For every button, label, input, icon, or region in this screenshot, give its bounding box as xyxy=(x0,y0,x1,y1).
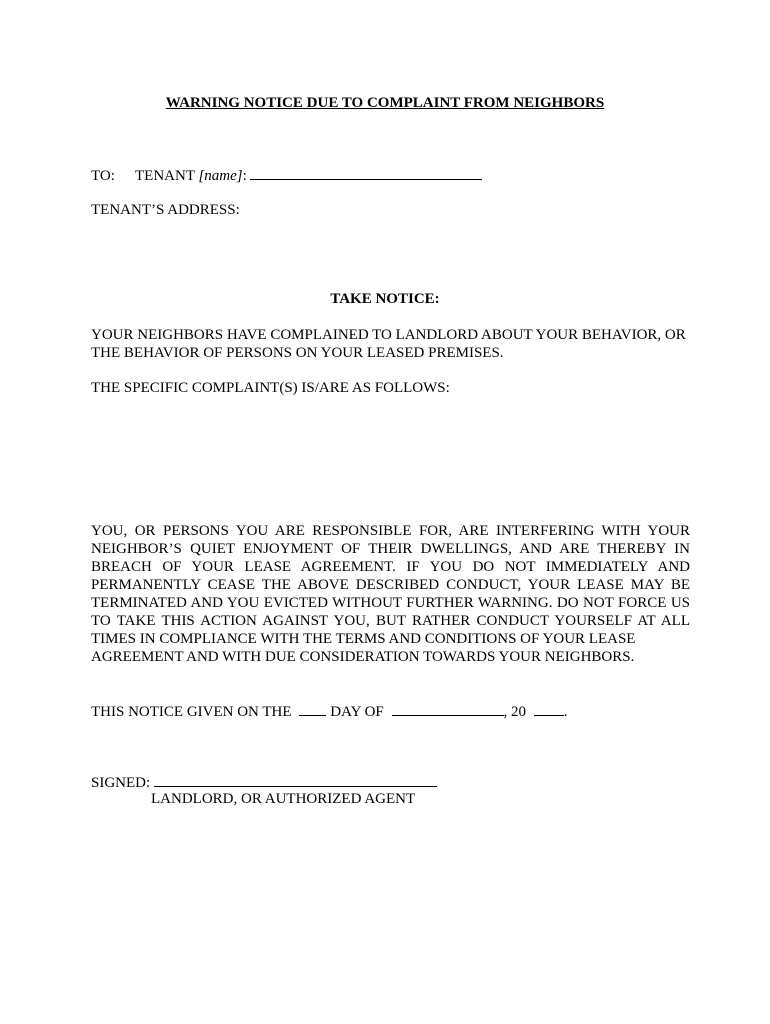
tenant-name-hint: [name] xyxy=(198,168,243,184)
warning-paragraph-body: YOU, OR PERSONS YOU ARE RESPONSIBLE FOR, ARE INTERFERING WITH YOUR NEIGHBOR’S QUIET ENJOYMENT OF THEIR DWELLINGS, AND ARE THEREBY IN BREACH OF YOUR LEASE AGREEMENT. IF YOU DO NOT IMMEDIATELY AND PERMANENTLY CEASE THE ABOVE DESCRIBED CONDUCT, YOUR LEASE MAY BE TERMINATED AND YOU EVICTED WITHOUT FURTHER WARNING. DO NOT FORCE US TO TAKE THIS ACTION AGAINST YOU, BUT RATHER CONDUCT YOURSELF AT ALL TIMES IN COMPLIANCE WITH THE TERMS AND CONDITIONS OF YOUR LEASE xyxy=(91,523,690,647)
signature-blank[interactable] xyxy=(154,772,437,787)
month-blank[interactable] xyxy=(392,701,504,716)
year-prefix: , 20 xyxy=(503,704,527,720)
signed-label: SIGNED: xyxy=(91,775,151,791)
tenant-colon: : xyxy=(242,168,247,184)
day-blank[interactable] xyxy=(299,701,326,716)
given-prefix: THIS NOTICE GIVEN ON THE xyxy=(91,704,292,720)
tenant-prefix: TENANT xyxy=(135,168,199,184)
warning-paragraph-last-line: AGREEMENT AND WITH DUE CONSIDERATION TOWARDS YOUR NEIGHBORS. xyxy=(91,649,635,665)
complaint-paragraph: YOUR NEIGHBORS HAVE COMPLAINED TO LANDLORD ABOUT YOUR BEHAVIOR, OR THE BEHAVIOR OF PERSONS ON YOUR LEASED PREMISES. xyxy=(91,327,686,361)
signature-caption: LANDLORD, OR AUTHORIZED AGENT xyxy=(151,791,416,807)
signature-line xyxy=(91,772,437,792)
tenant-name-blank[interactable] xyxy=(250,165,482,180)
to-label: TO: xyxy=(91,168,115,184)
year-blank[interactable] xyxy=(534,701,564,716)
warning-paragraph xyxy=(91,522,690,666)
day-of-label: DAY OF xyxy=(330,704,384,720)
take-notice-heading: TAKE NOTICE: xyxy=(330,291,440,307)
tenant-name-line xyxy=(91,165,482,185)
specific-complaints-label: THE SPECIFIC COMPLAINT(S) IS/ARE AS FOLLOWS: xyxy=(91,380,450,396)
document-title: WARNING NOTICE DUE TO COMPLAINT FROM NEIGHBORS xyxy=(165,95,605,111)
tenant-address-label: TENANT’S ADDRESS: xyxy=(91,202,240,218)
notice-date-line xyxy=(91,701,568,721)
date-period: . xyxy=(563,704,568,720)
